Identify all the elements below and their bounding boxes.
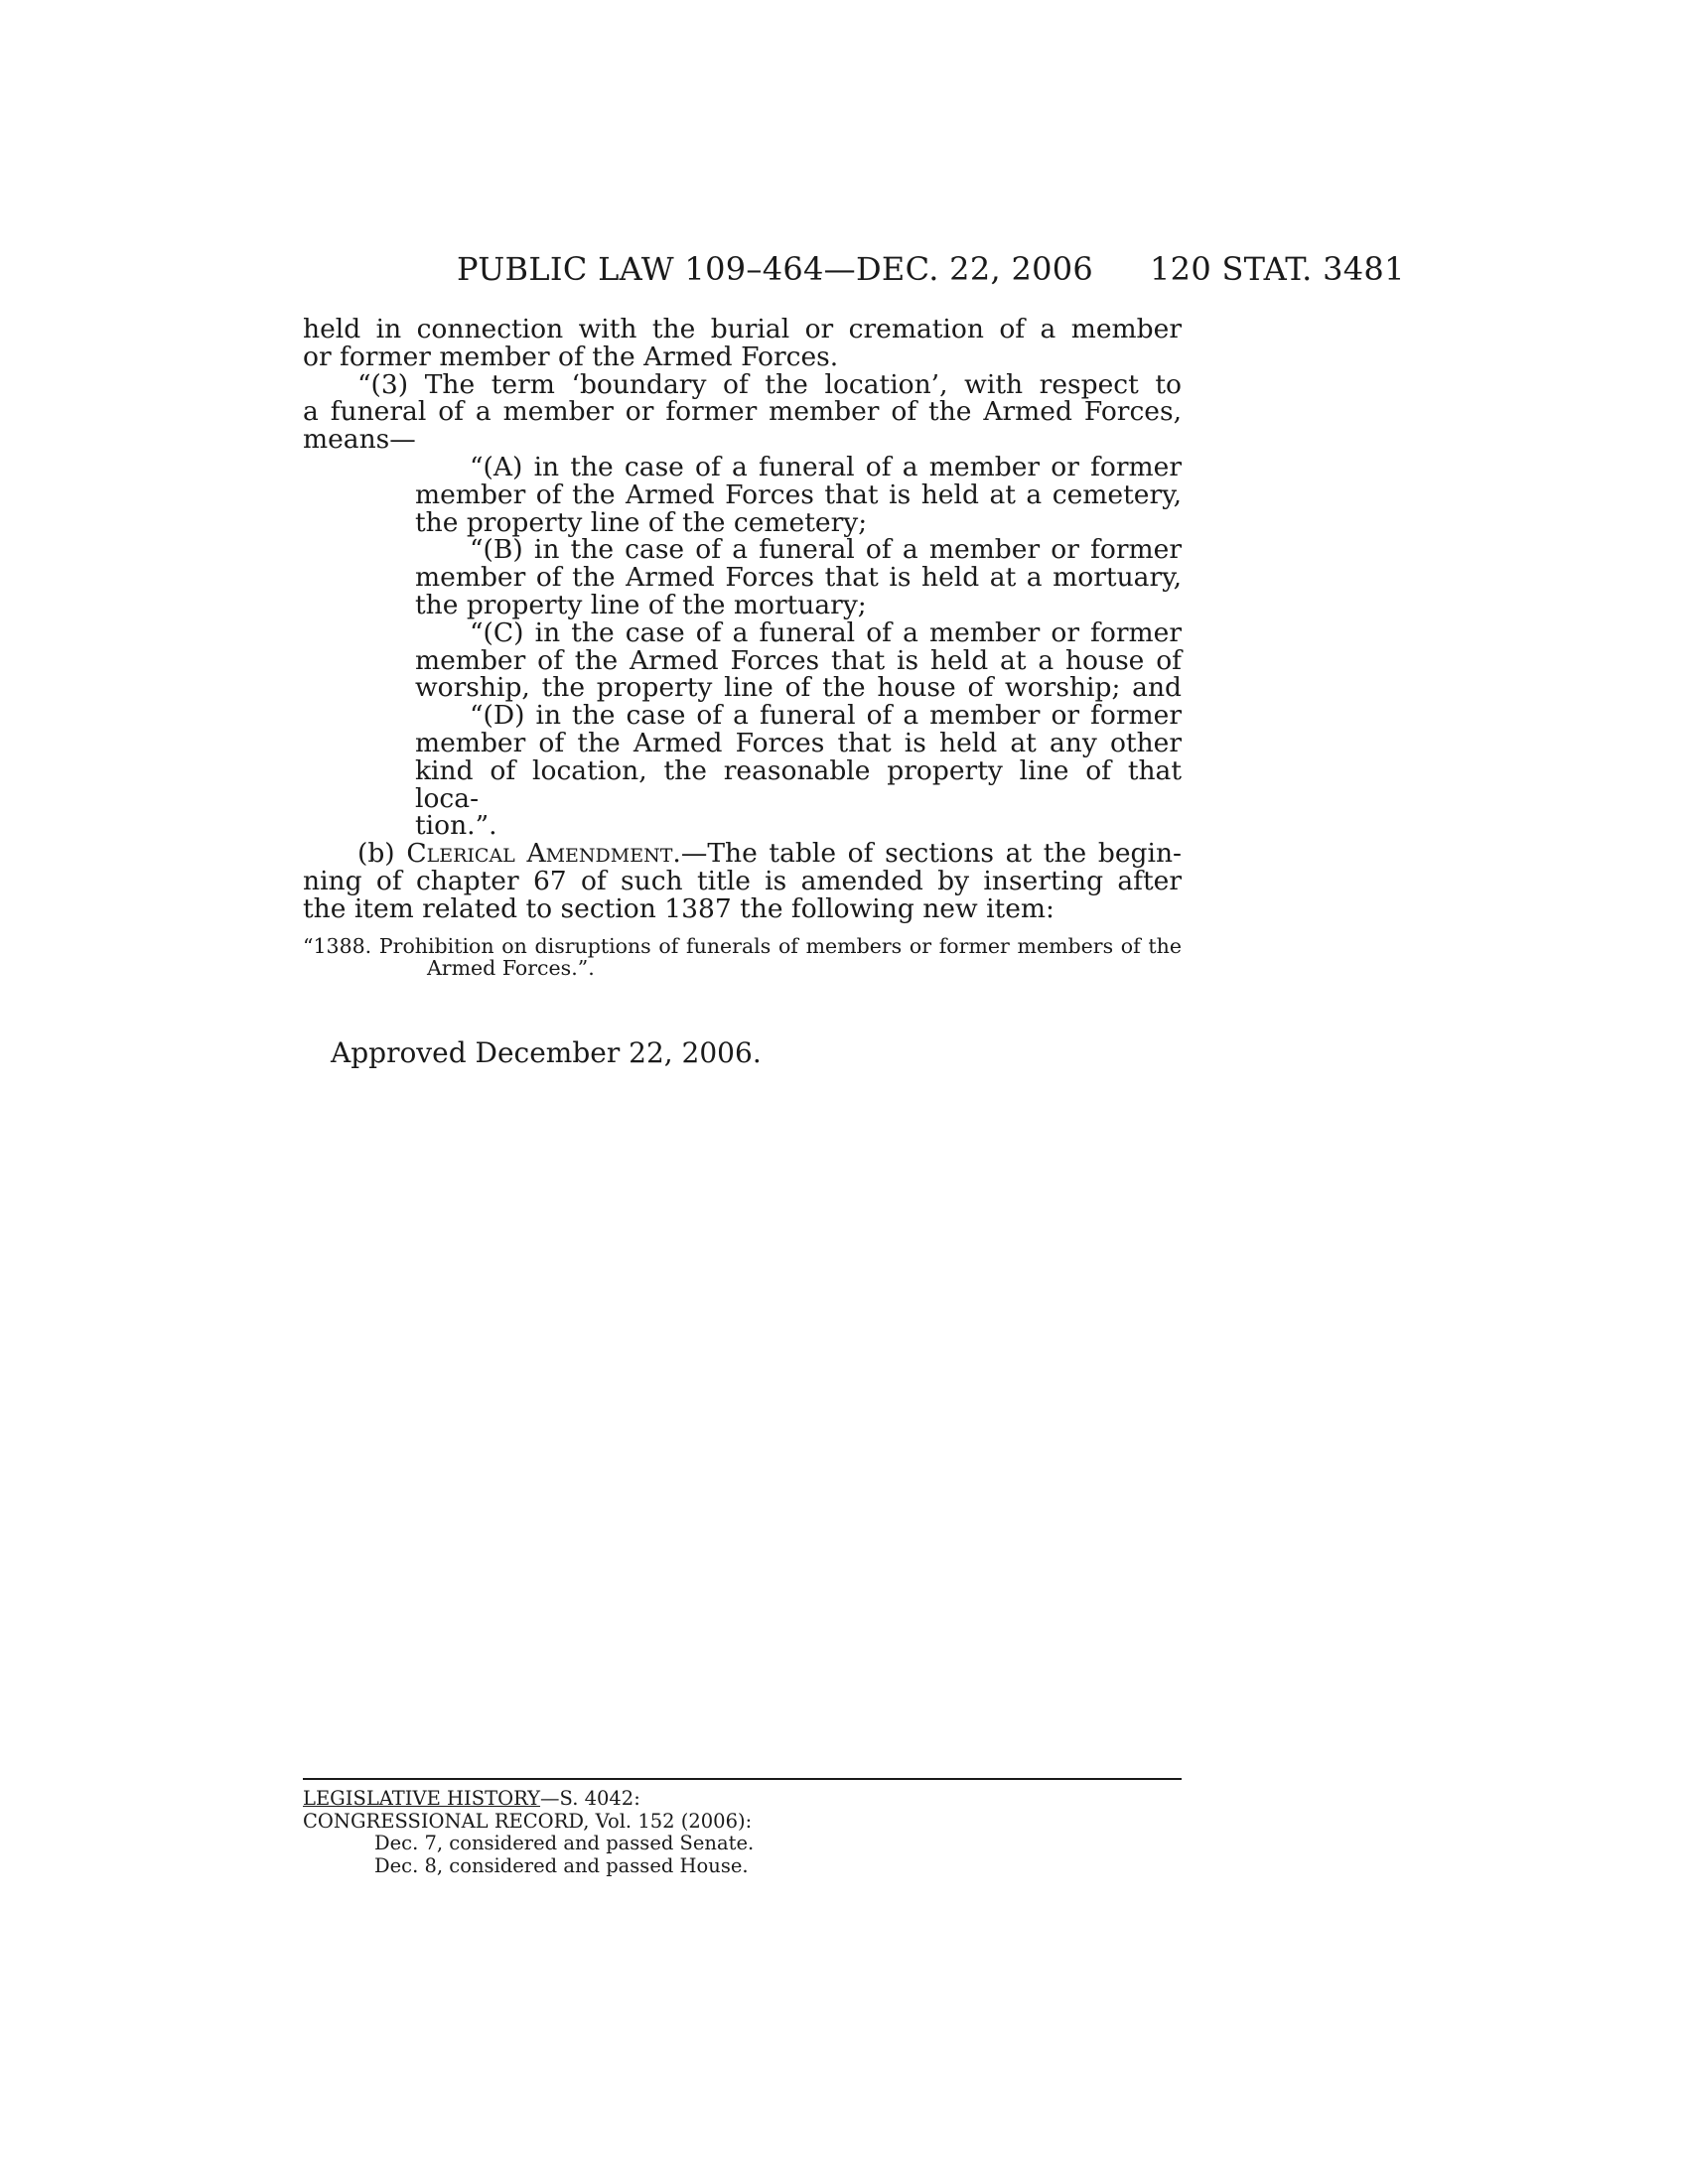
text-line: worship, the property line of the house of worship; and bbox=[415, 672, 1182, 704]
clerical-prefix: (b) bbox=[357, 838, 407, 870]
running-header-page-ref: 120 STAT. 3481 bbox=[1150, 250, 1405, 288]
text-line: ning of chapter 67 of such title is amended by inserting after bbox=[303, 865, 1182, 896]
subparagraph-c-line: “(C) in the case of a funeral of a member or former bbox=[470, 616, 1182, 648]
text-line: the property line of the cemetery; bbox=[415, 506, 868, 538]
history-entry: Dec. 8, considered and passed House. bbox=[374, 1853, 749, 1877]
text-line: the item related to section 1387 the following new item: bbox=[303, 892, 1055, 924]
clerical-text: .—The table of sections at the begin- bbox=[672, 838, 1182, 870]
subparagraph-d-line: “(D) in the case of a funeral of a member or former bbox=[470, 700, 1182, 732]
table-item-line: “1388. Prohibition on disruptions of funerals of members or former members of the bbox=[303, 934, 1182, 958]
clerical-amendment-line bbox=[303, 840, 1182, 868]
legislative-history-label: LEGISLATIVE HISTORY bbox=[303, 1787, 541, 1810]
text-line: or former member of the Armed Forces. bbox=[303, 341, 839, 372]
footnote-divider bbox=[303, 1778, 1182, 1780]
congressional-record: CONGRESSIONAL RECORD, Vol. 152 (2006): bbox=[303, 1809, 753, 1833]
text-line: tion.”. bbox=[415, 810, 497, 842]
text-line: member of the Armed Forces that is held at a cemetery, bbox=[415, 478, 1182, 510]
running-header-title: PUBLIC LAW 109–464—DEC. 22, 2006 bbox=[457, 250, 1094, 288]
text-line: kind of location, the reasonable property line of that loca- bbox=[415, 754, 1182, 814]
text-line: member of the Armed Forces that is held at any other bbox=[415, 727, 1182, 758]
table-item-line: Armed Forces.”. bbox=[427, 956, 595, 980]
subparagraph-b-line: “(B) in the case of a funeral of a member or former bbox=[470, 534, 1182, 566]
table-of-sections-item bbox=[303, 935, 1182, 979]
legislative-history bbox=[303, 1788, 754, 1877]
text-line: member of the Armed Forces that is held at a house of bbox=[415, 644, 1182, 676]
paragraph-3-line: “(3) The term ‘boundary of the location’, with respect to bbox=[357, 368, 1182, 400]
bill-number: —S. 4042: bbox=[540, 1787, 640, 1810]
text-line: the property line of the mortuary; bbox=[415, 589, 867, 620]
text-line: a funeral of a member or former member of the Armed Forces, bbox=[303, 396, 1182, 428]
subparagraph-a-line: “(A) in the case of a funeral of a member or former bbox=[470, 451, 1182, 482]
clerical-heading: Clerical Amendment bbox=[406, 838, 673, 870]
text-line: means— bbox=[303, 424, 416, 456]
approval-date: Approved December 22, 2006. bbox=[331, 1036, 762, 1069]
legislative-history-heading bbox=[303, 1788, 754, 1811]
history-entry: Dec. 7, considered and passed Senate. bbox=[374, 1832, 755, 1854]
text-line: member of the Armed Forces that is held at a mortuary, bbox=[415, 562, 1182, 594]
text-line: held in connection with the burial or cremation of a member bbox=[303, 314, 1182, 344]
statute-body bbox=[303, 316, 1182, 923]
